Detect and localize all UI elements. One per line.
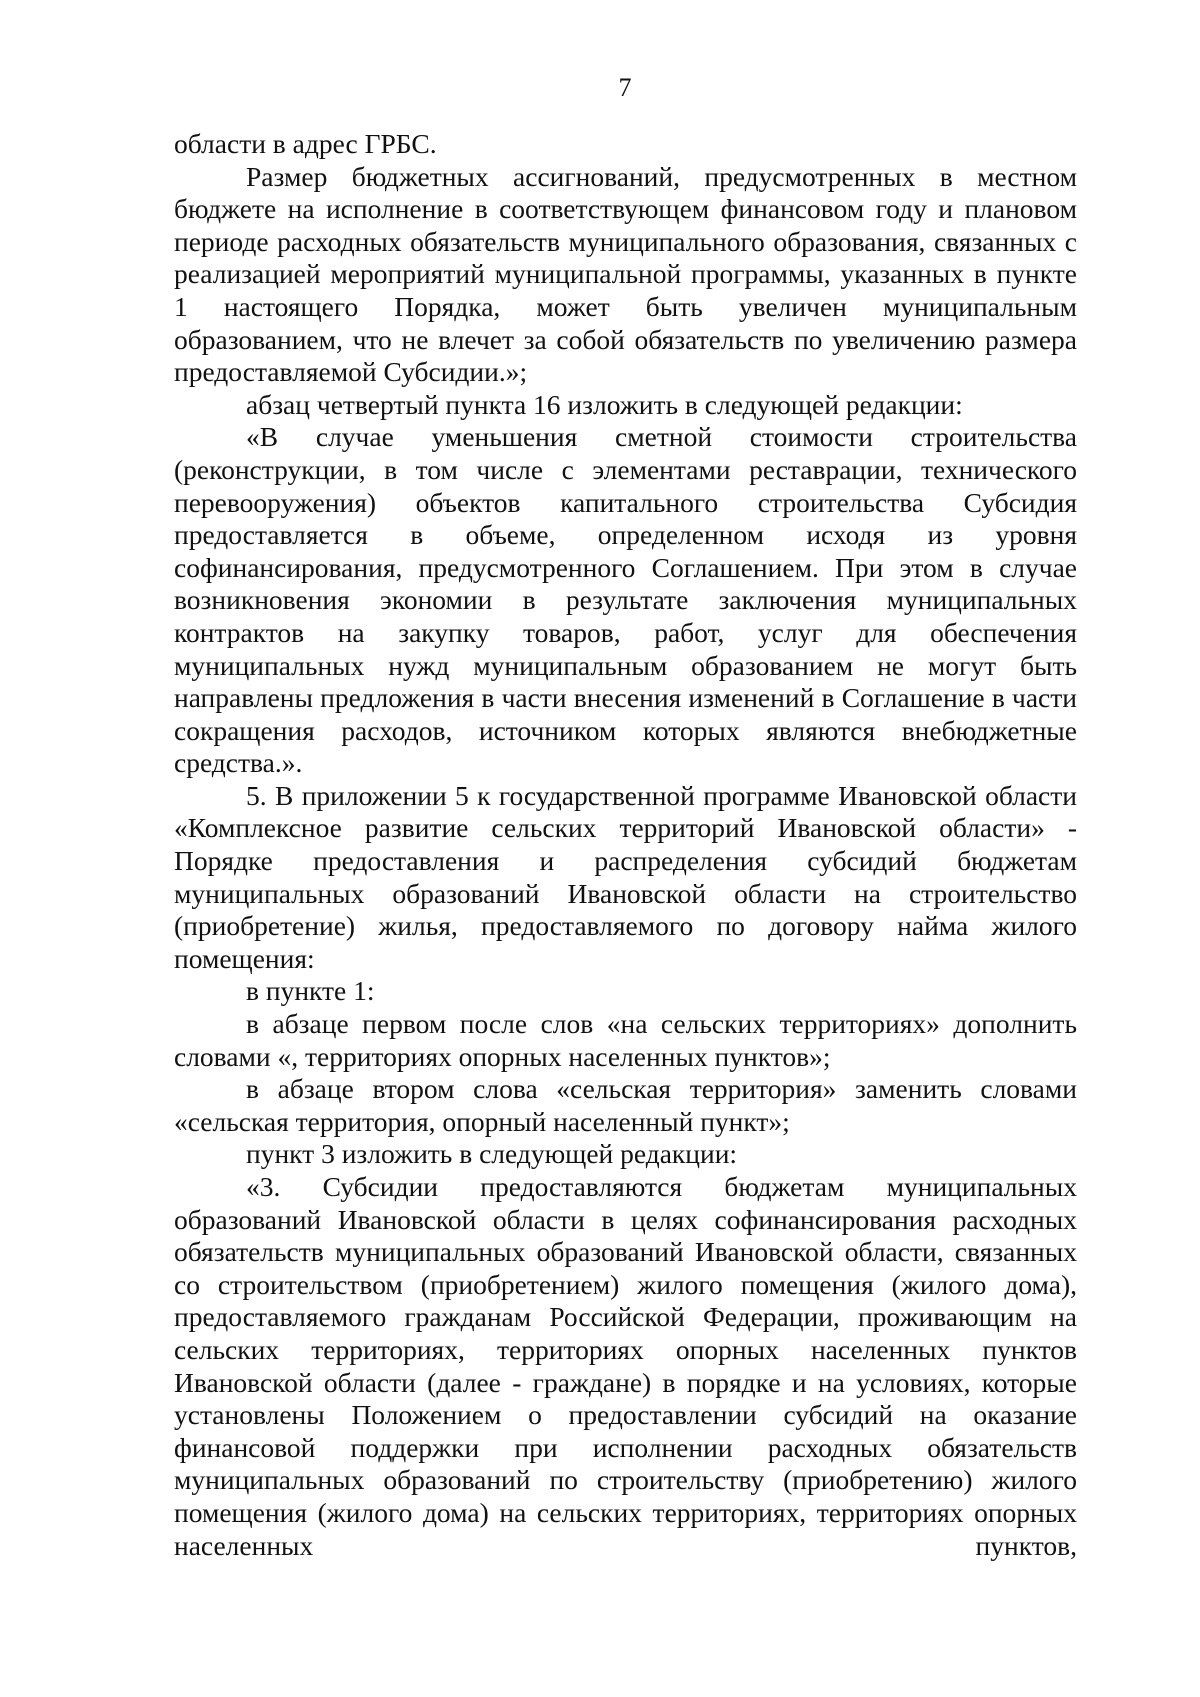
paragraph-quoted-estimate-reduction: «В случае уменьшения сметной стоимости строительства (реконструкции, в том числе с элементами реставрации, технического перевооружения) объектов капитального строительства Субсидия предоставляется в объеме, определенном исходя из уровня софинансирования, предусмотренного Соглашением. При этом в случае возникновения экономии в результате заключения муниципальных контрактов на закупку товаров, работ, услуг для обеспечения муниципальных нужд муниципальным образованием не могут быть направлены предложения в части внесения изменений в Соглашение в части сокращения расходов, источником которых являются внебюджетные средства.». [174,421,1077,779]
paragraph-amendment-item-16: абзац четвертый пункта 16 изложить в следующей редакции: [246,388,963,420]
paragraph-second-subparagraph: в абзаце втором слова «сельская территория» заменить словами «сельская территория, опорный населенный пункт»; [174,1073,1077,1137]
page-number: 7 [618,73,632,102]
paragraph-item-5: 5. В приложении 5 к государственной программе Ивановской области «Комплексное развитие сельских территорий Ивановской области» - Порядке предоставления и распределения субсидий бюджетам муниципальных образований Ивановской области на строительство (приобретение) жилья, предоставляемого по договору найма жилого помещения: [174,779,1077,974]
paragraph-in-point-1: в пункте 1: [246,975,375,1007]
paragraph-budget-allocations: Размер бюджетных ассигнований, предусмотренных в местном бюджете на исполнение в соответствующем финансовом году и плановом периоде расходных обязательств муниципального образования, связанных с реализацией мероприятий муниципальной программы, указанных в пункте 1 настоящего Порядка, может быть увеличен муниципальным образованием, что не влечет за собой обязательств по увеличению размера предоставляемой Субсидии.»; [174,160,1077,388]
paragraph-continuation: области в адрес ГРБС. [174,128,437,159]
paragraph-first-subparagraph: в абзаце первом после слов «на сельских территориях» дополнить словами «, территориях опорных населенных пунктов»; [174,1008,1077,1072]
paragraph-point-3-intro: пункт 3 изложить в следующей редакции: [246,1138,738,1170]
paragraph-quoted-point-3: «3. Субсидии предоставляются бюджетам муниципальных образований Ивановской области в целях софинансирования расходных обязательств муниципальных образований Ивановской области, связанных со строительством (приобретением) жилого помещения (жилого дома), предоставляемого гражданам Российской Федерации, проживающим на сельских территориях, территориях опорных населенных пунктов Ивановской области (далее - граждане) в порядке и на условиях, которые установлены Положением о предоставлении субсидий на оказание финансовой поддержки при исполнении расходных обязательств муниципальных образований по строительству (приобретению) жилого помещения (жилого дома) на сельских территориях, территориях опорных населенных пунктов, [174,1171,1077,1561]
document-body [174,128,1077,1562]
